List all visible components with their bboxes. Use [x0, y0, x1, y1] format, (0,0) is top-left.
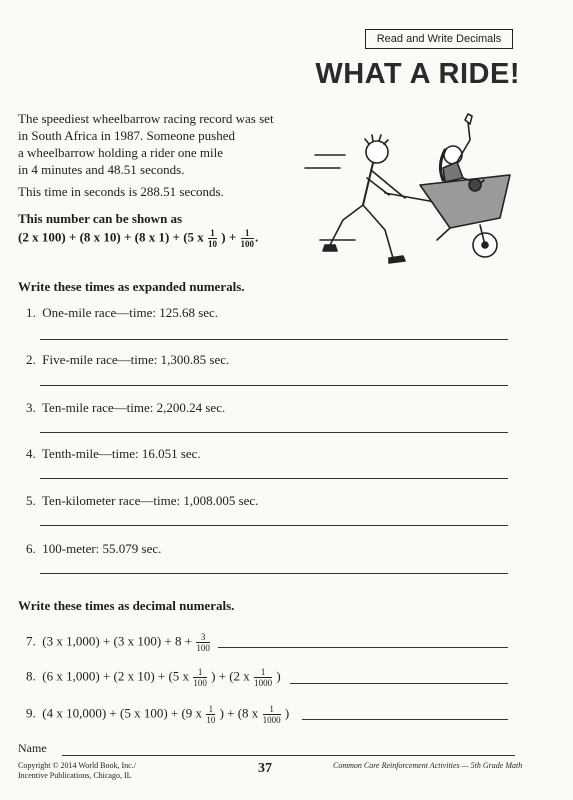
- answer-line-1[interactable]: [40, 339, 508, 340]
- answer-line-7[interactable]: [218, 647, 508, 648]
- page-title: WHAT A RIDE!: [315, 58, 520, 90]
- fraction: $\frac{1}{10}$: [206, 704, 216, 725]
- time-in-seconds: This time in seconds is 288.51 seconds.: [18, 184, 224, 199]
- shown-as-label: This number can be shown as: [18, 211, 183, 226]
- name-label: Name: [18, 741, 47, 755]
- answer-line-2[interactable]: [40, 385, 508, 386]
- question-7: 7. (3 x 1,000) + (3 x 100) + 8 + $\frac{3}{100}$: [26, 632, 210, 653]
- formula-lead: (2 x 100) + (8 x 10) + (8 x 1) + (5 x: [18, 229, 204, 245]
- answer-line-3[interactable]: [40, 432, 508, 433]
- answer-line-6[interactable]: [40, 573, 508, 574]
- question-4: 4. Tenth-mile—time: 16.051 sec.: [26, 446, 201, 461]
- answer-line-5[interactable]: [40, 525, 508, 526]
- fraction: $\frac{1}{100}$: [193, 667, 207, 688]
- answer-line-8[interactable]: [290, 683, 508, 684]
- fraction: $\frac{1}{10}$: [208, 228, 218, 249]
- question-1: 1. One-mile race—time: 125.68 sec.: [26, 305, 219, 320]
- question-2: 2. Five-mile race—time: 1,300.85 sec.: [26, 352, 230, 367]
- answer-line-9[interactable]: [302, 719, 508, 720]
- formula-end: .: [255, 229, 259, 245]
- intro-line: a wheelbarrow holding a rider one mile: [18, 145, 224, 160]
- fraction: $\frac{1}{1000}$: [254, 667, 273, 688]
- question-6: 6. 100-meter: 55.079 sec.: [26, 541, 162, 556]
- question-5: 5. Ten-kilometer race—time: 1,008.005 sec.: [26, 493, 259, 508]
- wheelbarrow-illustration: [285, 100, 525, 275]
- intro-paragraph: [18, 110, 278, 178]
- question-3: 3. Ten-mile race—time: 2,200.24 sec.: [26, 400, 226, 415]
- topic-label: Read and Write Decimals: [365, 29, 513, 49]
- intro-line: The speediest wheelbarrow racing record was set: [18, 111, 274, 126]
- series-title: Common Core Reinforcement Activities — 5th Grade Math: [333, 761, 523, 770]
- formula-mid: ) +: [221, 229, 237, 245]
- name-line[interactable]: [62, 755, 515, 756]
- question-8: 8. (6 x 1,000) + (2 x 10) + (5 x $\frac{1}{100}$ ) + (2 x $\frac{1}{1000}$ ): [26, 667, 281, 688]
- fraction: $\frac{3}{100}$: [196, 632, 210, 653]
- copyright: Copyright © 2014 World Book, Inc./ Incentive Publications, Chicago, IL: [18, 761, 136, 780]
- section-heading-decimal: Write these times as decimal numerals.: [18, 598, 235, 613]
- answer-line-4[interactable]: [40, 478, 508, 479]
- example-formula: [18, 228, 258, 249]
- intro-line: in South Africa in 1987. Someone pushed: [18, 128, 236, 143]
- intro-line: in 4 minutes and 48.51 seconds.: [18, 162, 185, 177]
- question-9: 9. (4 x 10,000) + (5 x 100) + (9 x $\frac{1}{10}$ ) + (8 x $\frac{1}{1000}$ ): [26, 704, 290, 725]
- fraction: $\frac{1}{100}$: [240, 228, 255, 249]
- page-number: 37: [258, 761, 272, 776]
- fraction: $\frac{1}{1000}$: [262, 704, 281, 725]
- section-heading-expanded: Write these times as expanded numerals.: [18, 279, 245, 294]
